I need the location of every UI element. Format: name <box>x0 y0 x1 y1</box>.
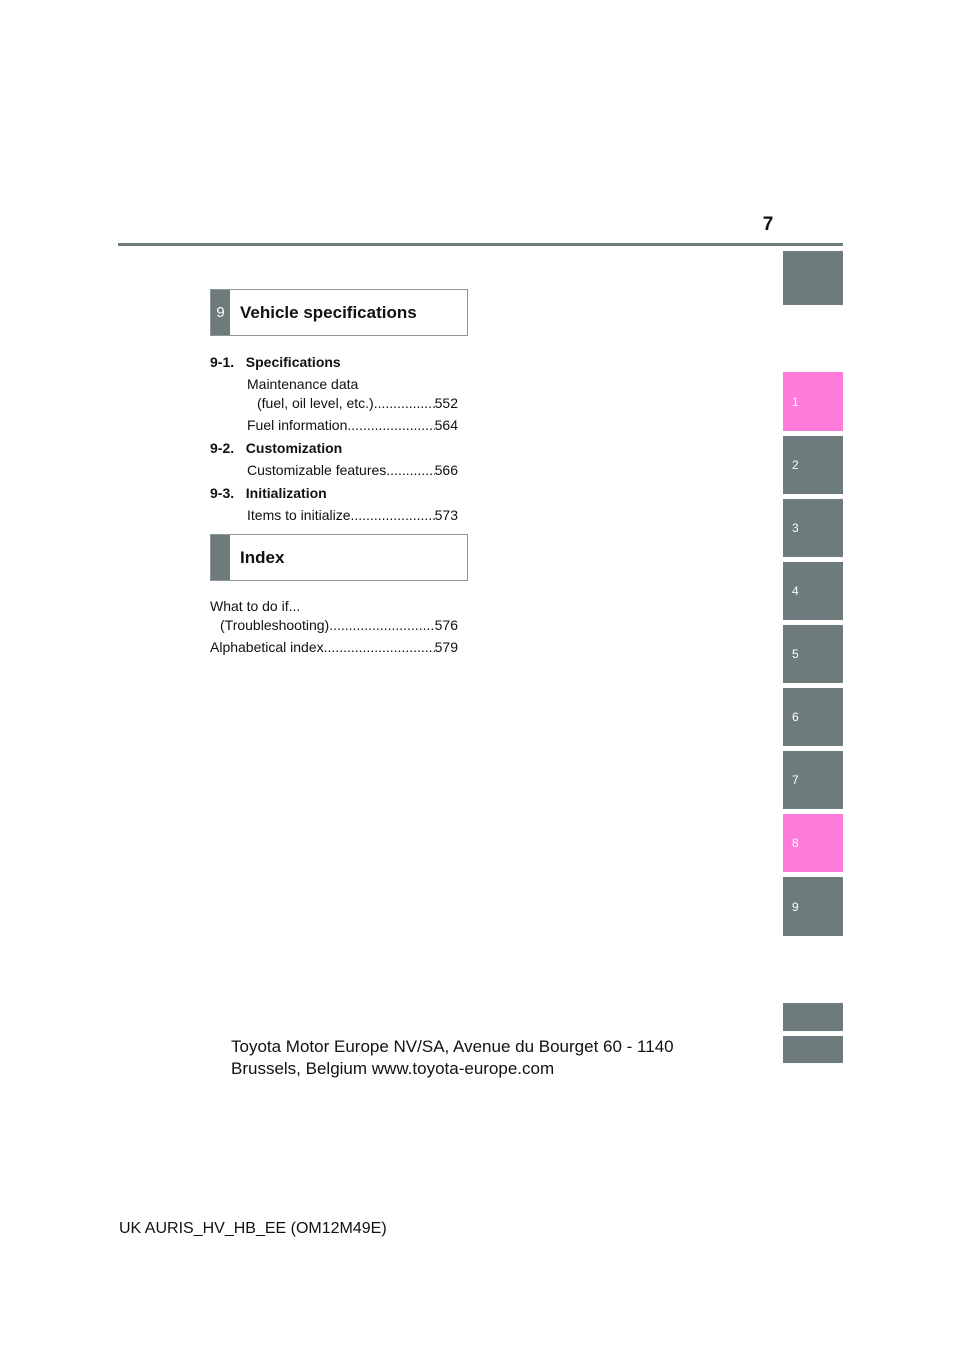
side-tab-2[interactable] <box>783 436 843 494</box>
toc-entry-text: Customizable features <box>247 462 387 478</box>
subsection-code: 9-2. <box>210 440 235 456</box>
toc-entry-maintenance[interactable] <box>257 394 458 412</box>
side-tab-7[interactable] <box>783 751 843 809</box>
side-tab-label: 4 <box>792 584 799 598</box>
side-tab-label: 9 <box>792 899 799 914</box>
header-rule <box>118 243 843 246</box>
side-tab-8[interactable] <box>783 814 843 872</box>
toc-leader-dots <box>329 616 434 634</box>
toc-entry-troubleshooting[interactable] <box>220 616 458 634</box>
subsection-title: Specifications <box>245 354 341 370</box>
section-title: Vehicle specifications <box>240 302 417 322</box>
section-number-badge <box>211 535 230 580</box>
toc-entry-text: Fuel information <box>247 417 348 433</box>
toc-entry-maintenance-line1[interactable]: Maintenance data <box>247 376 359 392</box>
toc-page-number: 566 <box>434 462 458 478</box>
toc-leader-dots <box>347 416 434 434</box>
subsection-9-2 <box>210 439 342 457</box>
side-tab-6[interactable] <box>783 688 843 746</box>
subsection-code: 9-3. <box>210 485 235 501</box>
subsection-title: Initialization <box>245 485 327 501</box>
subsection-9-3 <box>210 484 327 502</box>
side-tab-label: 7 <box>792 773 799 787</box>
address-line: Toyota Motor Europe NV/SA, Avenue du Bourget 60 - 1140 <box>231 1037 674 1056</box>
side-tab-top[interactable] <box>783 251 843 305</box>
toc-page-number: 573 <box>434 507 458 523</box>
footer-model-code: UK AURIS_HV_HB_EE (OM12M49E) <box>119 1220 387 1237</box>
toc-entry-whattodo-line1[interactable]: What to do if... <box>210 598 301 614</box>
toc-page-number: 552 <box>434 395 458 411</box>
side-tab-label: 2 <box>792 458 799 472</box>
side-tab-1[interactable] <box>783 372 843 431</box>
address-line: Brussels, Belgium www.toyota-europe.com <box>231 1059 555 1078</box>
toc-entry-text: (Troubleshooting) <box>220 617 330 633</box>
toc-entry-fuel[interactable] <box>247 416 458 434</box>
toc-entry-text: Alphabetical index <box>210 639 324 655</box>
index-header <box>210 534 468 581</box>
subsection-title: Customization <box>245 440 343 456</box>
section-title: Index <box>240 547 285 567</box>
toc-entry-customizable[interactable] <box>247 461 458 479</box>
toc-leader-dots <box>374 394 435 412</box>
side-tab-index-a[interactable] <box>783 1003 843 1031</box>
side-tab-5[interactable] <box>783 625 843 683</box>
side-tab-label: 3 <box>792 521 799 535</box>
page-number: 7 <box>762 214 774 235</box>
section-number-badge: 9 <box>211 290 230 335</box>
toc-leader-dots <box>324 638 435 656</box>
toc-page-number: 579 <box>434 639 458 655</box>
toc-leader-dots <box>386 461 434 479</box>
side-tab-4[interactable] <box>783 562 843 620</box>
subsection-code: 9-1. <box>210 354 235 370</box>
toc-page-number: 564 <box>434 417 458 433</box>
toc-entry-alphabetical[interactable] <box>210 638 458 656</box>
toc-leader-dots <box>350 506 434 524</box>
subsection-9-1 <box>210 353 341 371</box>
side-tab-label: 1 <box>792 394 799 409</box>
toc-page-number: 576 <box>434 617 458 633</box>
toc-entry-initialize[interactable] <box>247 506 458 524</box>
toc-entry-text: (fuel, oil level, etc.) <box>257 395 374 411</box>
side-tab-9[interactable] <box>783 877 843 936</box>
side-tab-label: 5 <box>792 647 799 661</box>
side-tab-label: 6 <box>792 710 799 724</box>
side-tab-index-b[interactable] <box>783 1036 843 1063</box>
toc-entry-text: Items to initialize <box>247 507 351 523</box>
side-tab-label: 8 <box>792 836 799 850</box>
side-tab-3[interactable] <box>783 499 843 557</box>
section-9-header <box>210 289 468 336</box>
publisher-address <box>231 1036 674 1080</box>
